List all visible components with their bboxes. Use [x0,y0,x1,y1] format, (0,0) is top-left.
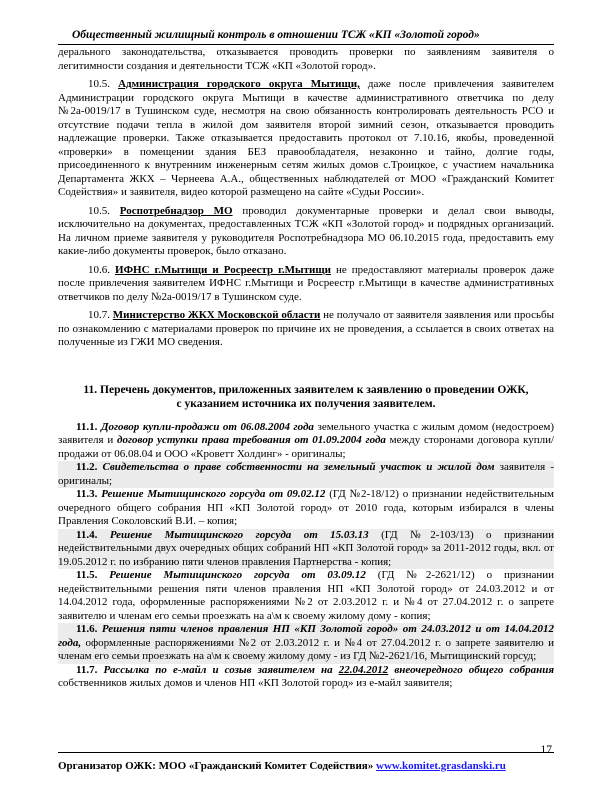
item-number: 11.4. [76,528,98,541]
item-number: 11.7. [76,663,98,676]
list-item [58,461,554,488]
item-text: между сторонами договора купли/продажи от 06.08.04 и ООО «Кроветт Холдинг» - оригиналы; [58,434,555,460]
item-text: Решение Мытищинского горсуда от 15.03.13 [109,528,369,541]
item-text: Решение Мытищинского горсуда от 03.09.12 [109,569,366,581]
item-text: оформленные распоряжениями №2 от 2.03.2012 г. и №4 от 27.04.2012 г. о запрете заявителю и членам его семьи проезжать на а\м к своему жилому дому - из ГД №2-2621/16, Мытищинский горсуд; [58,636,554,662]
page-number: 17 [540,744,552,756]
paragraph-10-5-rospotrebnadzor [58,205,554,259]
paragraph-text: не предоставляют материалы проверок даже после привлечения заявителем ИФНС г.Мытищи и Росреестр г.Мытищи в качестве административных ответчиков по делу №2а-0019/17 в Тушинском суде. [58,263,554,303]
item-text: Решение Мытищинского горсуда от 09.02.12 [101,488,326,500]
list-item [58,421,554,462]
item-text: (ГД №2-2621/12) о признании недействительными решения пяти членов правления НП «КП Золотой город» от 24.03.2012 и от 14.04.2012 года, оформленные распоряжениями №2 от 2.03.2012 г. и №4 от 27.04.2012 г. о запрете заявителю и членам его семьи проезжать на а\м к своему жилому дому - копия; [58,569,555,622]
paragraph-heading: ИФНС г.Мытищи и Росреестр г.Мытищи [115,263,331,276]
header-divider [58,44,554,45]
item-text: внеочередного общего собрания [388,663,554,676]
paragraph-heading: Роспотребнадзор МО [119,204,233,217]
running-header: Общественный жилищный контроль в отношении ТСЖ «КП «Золотой город» [72,29,480,41]
paragraph-text: проводил документарные проверки и делал свои выводы, исключительно на документах, предоставленных ТСЖ «КП «Золотой город» и подрядных организаций. На личном приеме заявителя у руководителя Роспотребнадзора МО 06.10.2015 года, предоставить ему какие-либо документы проверок, было отказано. [58,204,555,257]
item-number: 11.1. [76,420,98,433]
section-title: 11. Перечень документов, приложенных заявителем к заявлению о проведении ОЖК, [83,383,529,396]
paragraph-number: 10.5. [88,204,110,217]
footer [58,760,554,772]
paragraph-10-5-administration [58,78,554,200]
item-text: Договор купли-продажи от 06.08.2004 года [100,420,314,433]
paragraph-10-6-ifns [58,264,554,305]
paragraph-text: не получало от заявителя заявления или просьбы по ознакомлению с материалами проверок по причине их не проведения, а ссылается в своих ответах на полученные из ГЖИ МО сведения. [58,309,554,348]
item-text: договор уступки права требования от 01.09.2004 года [117,434,386,446]
list-item [58,569,554,623]
item-number: 11.6. [76,623,98,635]
item-text: (ГД №2-103/13) о признании недействительными двух очередных общих собраний НП «КП Золотой город» за 2011-2012 годы, вкл. от 19.05.2012 г. по избранию пяти членов правления Партнерства - копия; [58,528,555,568]
item-text: Рассылка по е-майл и созыв заявителем на [103,663,339,676]
list-item [58,488,554,529]
section-subtitle: с указанием источника их получения заявителем. [176,397,436,410]
item-number: 11.5. [76,569,98,581]
item-number: 11.2. [76,461,98,473]
list-item [58,623,554,664]
paragraph-heading: Администрация городского округа Мытищи, [118,78,360,90]
paragraph-number: 10.5. [88,78,110,90]
paragraph-10-7-ministry [58,309,554,350]
paragraph-number: 10.7. [88,309,110,321]
paragraph-continuation: дерального законодательства, отказывается проводить проверки по заявлениям заявителя о легитимности создания и деятельности ТСЖ «КП «Золотой город». [58,46,554,72]
item-text: Свидетельства о праве собственности на земельный участок и жилой дом [102,461,495,473]
list-item [58,529,554,570]
item-text: земельного участка с жилым домом (недостроем) заявителя и [58,420,555,446]
item-text: 22.04.2012 [338,663,389,676]
footer-divider [58,752,554,753]
section-spacer [58,355,554,383]
item-text: собственников жилых домов и членов НП «КП Золотой город» из е-майл заявителя; [58,677,453,689]
item-text: Решения пяти членов правления НП «КП Золотой город» от 24.03.2012 и от 14.04.2012 года, [58,623,554,649]
paragraph-heading: Министерство ЖКХ Московской области [112,309,321,321]
paragraph-number: 10.6. [88,263,110,276]
item-number: 11.3. [76,488,98,500]
document-body [58,46,554,691]
document-list [58,421,554,691]
paragraph-text: даже после привлечения заявителем Администрации городского округа Мытищи в качестве административного ответчика по делу №2а-0019/17 в Тушинском суде, несмотря на свою обязанность контролировать деятельность РСО и отсутствие подачи тепла в жилой дом заявителя второй зимний сезон, отказывается проводить надлежащие проверки. Также отказывается предоставить протокол от 7.10.16, якобы, проведенной «проверки» в помещении здания БЕЗ правообладателя, незаконно и тайно, долгие годы, присоединенного к внутренним инженерным сетям жилых домов с.Троицкое, с участием начальника Департамента ЖКХ – Чернеева А.А., общественных наблюдателей от МОО «Гражданский Комитет Содействия» и заявителя, видео которой размещено на сайте «Судьи России». [58,78,554,198]
footer-text: Организатор ОЖК: МОО «Гражданский Комитет Содействия» [58,760,374,772]
footer-link[interactable]: www.komitet.grasdanski.ru [376,760,506,772]
item-text: (ГД №2-18/12) о признании недействительным очередного общего собрания НП «КП Золотой город» от 2010 года, которым избирался в члены Правления Соколовский В.И. – копия; [58,488,554,527]
list-item [58,664,554,691]
item-text: заявителя - оригиналы; [58,461,555,487]
